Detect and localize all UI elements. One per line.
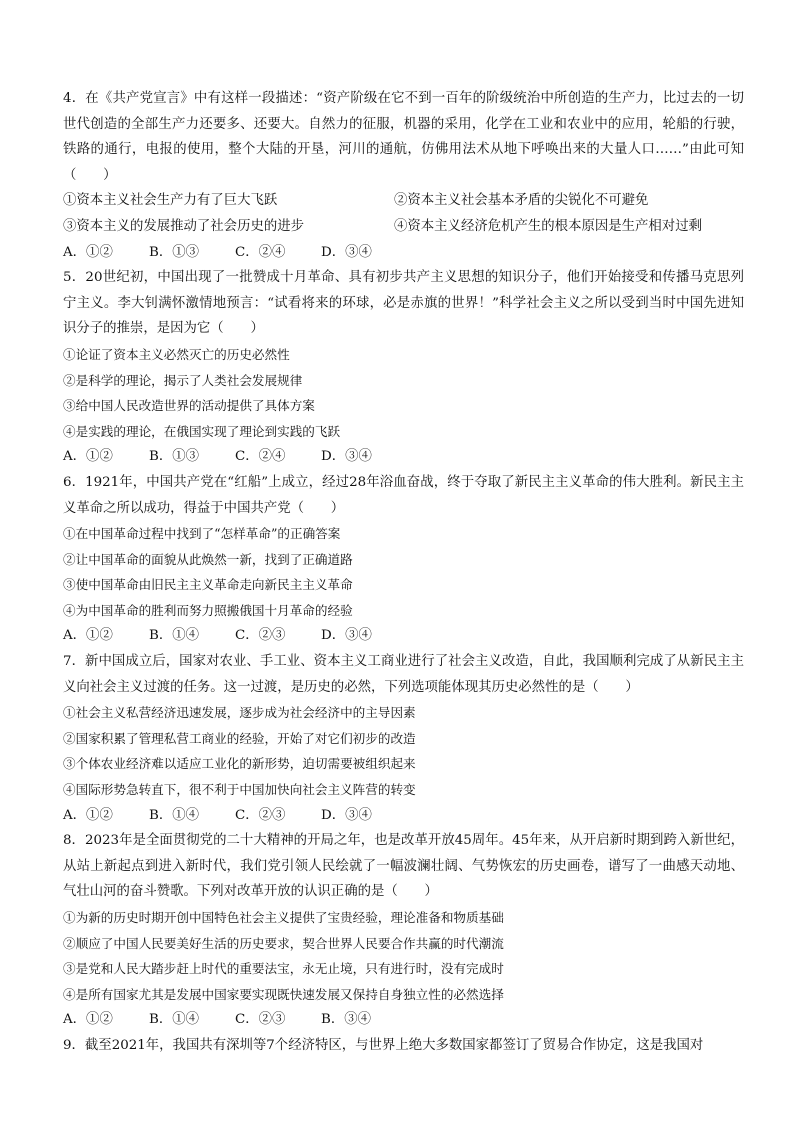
option-row [63,214,744,240]
question-stem: 8．2023年是全面贯彻党的二十大精神的开局之年，也是改革开放45周年。45年来，从开启新时期到跨入新世纪，从站上新起点到进入新时代，我们党引领人民绘就了一幅波澜壮阔、气势恢宏的历史画卷，谱写了一曲感天动地、气壮山河的奋斗赞歌。下列对改革开放的认识正确的是（ ） [63,833,744,900]
choice-d: D．③④ [321,449,372,465]
question-5 [63,265,744,470]
choice-c: C．②③ [235,628,286,644]
option-1: ①为新的历史时期开创中国特色社会主义提供了宝贵经验，理论准备和物质基础 [63,910,504,925]
option-2: ②是科学的理论，揭示了人类社会发展规律 [63,372,303,388]
choice-a: A．①② [63,1012,113,1028]
question-stem: 5．20世纪初，中国出现了一批赞成十月革命、具有初步共产主义思想的知识分子，他们开始接受和传播马克思列宁主义。李大钊满怀激情地预言：“试看将来的环球，必是赤旗的世界！”科学社会主义之所以受到当时中国先进知识分子的推崇，是因为它（ ） [63,270,744,337]
question-6 [63,470,744,649]
choice-d: D．③④ [321,244,372,260]
choice-a: A．①② [63,628,113,644]
choice-b: B．①③ [149,244,200,260]
option-1: ①论证了资本主义必然灭亡的历史必然性 [63,346,290,362]
option-2: ②国家积累了管理私营工商业的经验，开始了对它们初步的改造 [63,730,416,746]
question-9 [63,1033,744,1059]
option-1: ①资本主义社会生产力有了巨大飞跃 [63,193,278,209]
choice-b: B．①③ [149,449,200,465]
option-1: ①社会主义私营经济迅速发展，逐步成为社会经济中的主导因素 [63,705,416,721]
question-stem: 6．1921年，中国共产党在“红船”上成立，经过28年浴血奋战，终于夺取了新民主主义革命的伟大胜利。新民主主义革命之所以成功，得益于中国共产党（ ） [63,474,744,516]
option-4: ④是实践的理论，在俄国实现了理论到实践的飞跃 [63,423,341,439]
option-4: ④国际形势急转直下，很不利于中国加快向社会主义阵营的转变 [63,782,416,798]
choice-c: C．②③ [235,1012,286,1028]
choice-c: C．②③ [235,807,286,823]
question-stem: 7．新中国成立后，国家对农业、手工业、资本主义工商业进行了社会主义改造，自此，我国顺利完成了从新民主主义向社会主义过渡的任务。这一过渡，是历史的必然，下列选项能体现其历史必然性的是（ ） [63,654,744,695]
question-stem: 9．截至2021年，我国共有深圳等7个经济特区，与世界上绝大多数国家都签订了贸易合作协定，这是我国对 [63,1037,704,1053]
question-8 [63,828,744,1033]
option-row [63,188,744,214]
choice-b: B．①④ [149,1012,200,1028]
question-stem: 4．在《共产党宣言》中有这样一段描述：“资产阶级在它不到一百年的阶级统治中所创造的生产力，比过去的一切世代创造的全部生产力还要多、还要大。自然力的征服，机器的采用，化学在工业和农业中的应用，轮船的行驶，铁路的通行，电报的使用，整个大陆的开垦，河川的通航，仿佛用法术从地下呼唤出来的大量人口……”由此可知（ ） [63,91,744,183]
choice-a: A．①② [63,449,113,465]
choice-d: D．③④ [321,628,372,644]
option-4: ④为中国革命的胜利而努力照搬俄国十月革命的经验 [63,602,353,618]
option-3: ③使中国革命由旧民主主义革命走向新民主主义革命 [63,577,353,593]
choice-b: B．①④ [149,807,200,823]
option-2: ②让中国革命的面貌从此焕然一新，找到了正确道路 [63,551,353,567]
choice-c: C．②④ [235,449,286,465]
option-3: ③是党和人民大踏步赶上时代的重要法宝，永无止境，只有进行时，没有完成时 [63,961,504,977]
answer-choices [63,444,744,470]
option-2: ②顺应了中国人民要美好生活的历史要求，契合世界人民要合作共赢的时代潮流 [63,935,504,951]
question-4 [63,86,744,265]
choice-b: B．①④ [149,628,200,644]
choice-d: B．③④ [321,1012,372,1028]
option-2: ②资本主义社会基本矛盾的尖锐化不可避免 [394,193,649,209]
option-4: ④资本主义经济危机产生的根本原因是生产相对过剩 [394,218,702,234]
question-7 [63,649,744,828]
choice-a: A．①② [63,244,113,260]
option-3: ③资本主义的发展推动了社会历史的进步 [63,218,305,234]
option-3: ③给中国人民改造世界的活动提供了具体方案 [63,398,315,414]
answer-choices [63,803,744,829]
answer-choices [63,623,744,649]
option-3: ③个体农业经济难以适应工业化的新形势，迫切需要被组织起来 [63,756,416,772]
answer-choices [63,240,744,266]
choice-d: D．③④ [321,807,372,823]
choice-c: C．②④ [235,244,286,260]
option-1: ①在中国革命过程中找到了“怎样革命”的正确答案 [63,526,341,542]
choice-a: A．①② [63,807,113,823]
option-4: ④是所有国家尤其是发展中国家要实现既快速发展又保持自身独立性的必然选择 [63,986,504,1002]
answer-choices [63,1007,744,1033]
